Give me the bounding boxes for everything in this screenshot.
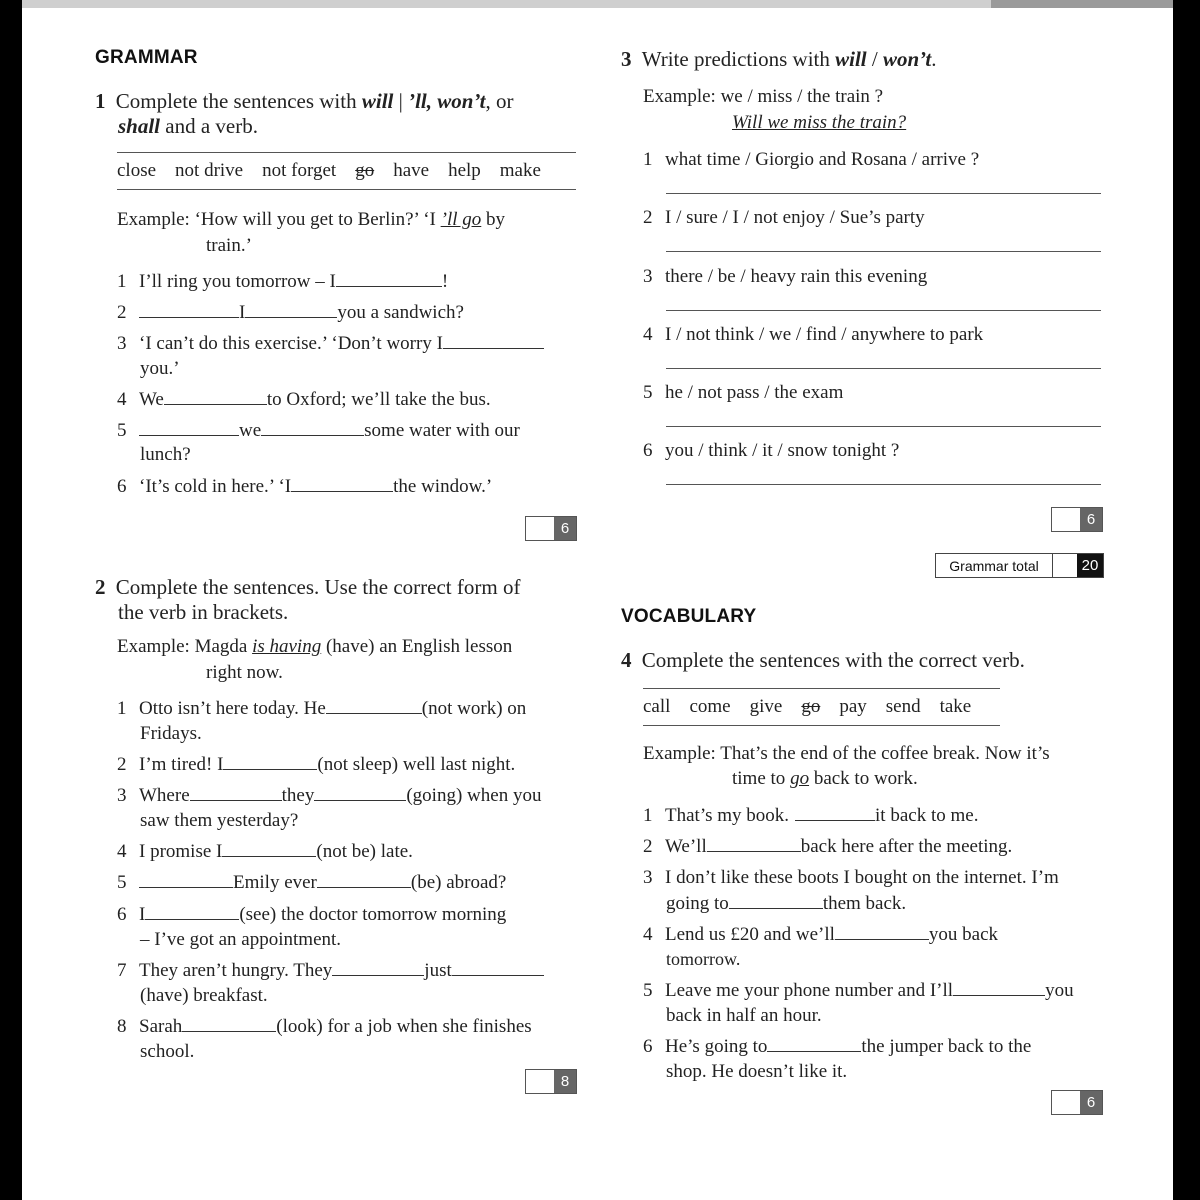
q3-title-sep: / bbox=[866, 47, 883, 71]
q1-word: not forget bbox=[262, 160, 337, 181]
q1-word: have bbox=[393, 160, 430, 181]
item-number: 6 bbox=[643, 440, 653, 461]
q3-example bbox=[643, 84, 883, 109]
q1-item-3-cont: you.’ bbox=[140, 358, 180, 379]
example-text: time to bbox=[732, 768, 791, 789]
answer-blank[interactable] bbox=[223, 754, 317, 770]
item-text: just bbox=[424, 960, 452, 981]
answer-blank[interactable] bbox=[291, 476, 393, 492]
q1-score-box bbox=[525, 516, 577, 541]
q2-title bbox=[95, 575, 575, 625]
example-label: Example: bbox=[117, 636, 190, 657]
answer-blank[interactable] bbox=[314, 785, 406, 801]
item-text: the window.’ bbox=[393, 476, 493, 497]
item-number: 5 bbox=[117, 420, 127, 441]
q1-word-struck: go bbox=[355, 160, 375, 181]
q1-item-1 bbox=[117, 269, 448, 294]
q4-example bbox=[643, 741, 1050, 766]
top-bar-accent bbox=[991, 0, 1173, 8]
answer-blank[interactable] bbox=[767, 1036, 861, 1052]
item-text: going to bbox=[666, 893, 729, 914]
example-text: Magda bbox=[194, 636, 253, 657]
grammar-total-input[interactable] bbox=[1053, 554, 1077, 577]
item-number: 5 bbox=[643, 980, 653, 1001]
item-text: I’m tired! I bbox=[139, 754, 224, 775]
example-text: That’s the end of the coffee break. Now it’s bbox=[720, 743, 1050, 764]
item-number: 1 bbox=[117, 271, 127, 292]
q3-item-6 bbox=[643, 438, 899, 463]
example-text: we / miss / the train ? bbox=[720, 86, 884, 107]
q4-item-2 bbox=[643, 834, 1012, 859]
q4-word: give bbox=[749, 696, 783, 717]
q3-title-wont: won’t bbox=[882, 47, 932, 71]
answer-blank[interactable] bbox=[707, 836, 801, 852]
q2-item-7 bbox=[117, 958, 544, 983]
answer-blank[interactable] bbox=[452, 960, 544, 976]
answer-blank[interactable] bbox=[326, 698, 422, 714]
answer-blank[interactable] bbox=[139, 872, 233, 888]
item-number: 7 bbox=[117, 960, 127, 981]
item-number: 1 bbox=[117, 698, 127, 719]
q1-title-wont: ’ll, won’t bbox=[408, 89, 486, 113]
answer-blank[interactable] bbox=[245, 302, 337, 318]
item-text: you / think / it / snow tonight ? bbox=[665, 440, 900, 461]
item-number: 1 bbox=[643, 805, 653, 826]
q4-example-cont bbox=[732, 766, 918, 791]
q4-item-4 bbox=[643, 922, 998, 947]
item-text: you bbox=[1045, 980, 1074, 1001]
q2-example bbox=[117, 634, 512, 659]
item-number: 3 bbox=[117, 333, 127, 354]
q2-item-5 bbox=[117, 870, 506, 895]
q3-number: 3 bbox=[621, 47, 632, 71]
q1-item-3 bbox=[117, 331, 544, 356]
q1-item-2 bbox=[117, 300, 464, 325]
q2-item-2 bbox=[117, 752, 515, 777]
item-number: 2 bbox=[643, 207, 653, 228]
score-max: 6 bbox=[554, 517, 576, 540]
answer-blank[interactable] bbox=[164, 389, 267, 405]
q1-title bbox=[95, 89, 565, 139]
item-text: Emily ever bbox=[233, 872, 317, 893]
item-text: We bbox=[139, 389, 164, 410]
score-max: 6 bbox=[1080, 508, 1102, 531]
q2-item-8-cont: school. bbox=[140, 1041, 195, 1062]
item-number: 8 bbox=[117, 1016, 127, 1037]
answer-blank[interactable] bbox=[190, 785, 282, 801]
q1-title-shall: shall bbox=[118, 114, 161, 138]
q4-word: call bbox=[643, 696, 671, 717]
q3-item-3 bbox=[643, 264, 927, 289]
item-text: I / not think / we / find / anywhere to park bbox=[665, 324, 984, 345]
answer-blank[interactable] bbox=[953, 980, 1045, 996]
item-number: 1 bbox=[643, 149, 653, 170]
q4-item-3-cont bbox=[666, 891, 906, 916]
item-text: there / be / heavy rain this evening bbox=[665, 266, 928, 287]
score-max: 6 bbox=[1080, 1091, 1102, 1114]
item-text: what time / Giorgio and Rosana / arrive ? bbox=[665, 149, 980, 170]
q1-word: close bbox=[117, 160, 157, 181]
item-text: (not sleep) well last night. bbox=[317, 754, 516, 775]
item-number: 4 bbox=[117, 389, 127, 410]
item-number: 5 bbox=[643, 382, 653, 403]
item-text: I / sure / I / not enjoy / Sue’s party bbox=[665, 207, 925, 228]
item-number: 4 bbox=[117, 841, 127, 862]
item-text: Lend us £20 and we’ll bbox=[665, 924, 835, 945]
q3-title-text: Write predictions with bbox=[641, 47, 836, 71]
q1-title-text: Complete the sentences with bbox=[115, 89, 362, 113]
q3-title-will: will bbox=[835, 47, 867, 71]
q2-item-1 bbox=[117, 696, 526, 721]
answer-blank[interactable] bbox=[317, 872, 411, 888]
q1-title-or: , or bbox=[485, 89, 514, 113]
answer-blank[interactable] bbox=[795, 805, 875, 821]
q1-word: help bbox=[448, 160, 481, 181]
q3-answer-line-3[interactable] bbox=[666, 310, 1101, 311]
item-text: (not be) late. bbox=[316, 841, 413, 862]
grammar-total-value: 20 bbox=[1077, 554, 1103, 577]
q3-item-2 bbox=[643, 205, 925, 230]
q2-item-3-cont: saw them yesterday? bbox=[140, 810, 299, 831]
score-input[interactable] bbox=[1052, 1091, 1080, 1114]
q1-title-sep: | bbox=[393, 89, 409, 113]
q2-item-8 bbox=[117, 1014, 532, 1039]
item-text: them back. bbox=[822, 893, 907, 914]
grammar-total-box bbox=[935, 553, 1104, 578]
answer-blank[interactable] bbox=[145, 904, 239, 920]
item-number: 4 bbox=[643, 924, 653, 945]
q1-word-box bbox=[117, 152, 576, 190]
item-text: Leave me your phone number and I’ll bbox=[665, 980, 954, 1001]
item-text: ! bbox=[441, 271, 449, 292]
answer-blank[interactable] bbox=[332, 960, 424, 976]
score-input[interactable] bbox=[1052, 508, 1080, 531]
q2-number: 2 bbox=[95, 575, 106, 599]
q4-item-5 bbox=[643, 978, 1074, 1003]
q4-item-6 bbox=[643, 1034, 1031, 1059]
q3-item-5 bbox=[643, 380, 843, 405]
example-text: back to work. bbox=[809, 768, 918, 789]
example-text: ‘How will you get to Berlin?’ ‘I bbox=[194, 209, 441, 230]
item-number: 6 bbox=[117, 904, 127, 925]
q1-title-end: and a verb. bbox=[160, 114, 258, 138]
example-text: (have) an English lesson bbox=[321, 636, 513, 657]
item-text: he / not pass / the exam bbox=[665, 382, 844, 403]
answer-blank[interactable] bbox=[182, 1016, 276, 1032]
q1-word: not drive bbox=[175, 160, 244, 181]
example-answer: is having bbox=[252, 636, 322, 657]
item-text: (see) the doctor tomorrow morning bbox=[239, 904, 507, 925]
item-number: 5 bbox=[117, 872, 127, 893]
q4-word: take bbox=[939, 696, 972, 717]
answer-blank[interactable] bbox=[139, 420, 239, 436]
item-text: Sarah bbox=[139, 1016, 183, 1037]
item-text: it back to me. bbox=[875, 805, 979, 826]
item-text: They aren’t hungry. They bbox=[139, 960, 333, 981]
item-text: the jumper back to the bbox=[861, 1036, 1032, 1057]
q1-item-6 bbox=[117, 474, 492, 499]
q4-word: send bbox=[885, 696, 921, 717]
q4-number: 4 bbox=[621, 648, 632, 672]
answer-blank[interactable] bbox=[261, 420, 364, 436]
item-number: 6 bbox=[643, 1036, 653, 1057]
item-text: That’s my book. bbox=[665, 805, 790, 826]
item-text: He’s going to bbox=[665, 1036, 768, 1057]
answer-blank[interactable] bbox=[222, 841, 316, 857]
item-text: (going) when you bbox=[406, 785, 542, 806]
vocabulary-heading: VOCABULARY bbox=[621, 606, 757, 627]
q2-example-cont: right now. bbox=[206, 662, 283, 683]
q4-item-4-cont: tomorrow. bbox=[666, 949, 741, 969]
q1-number: 1 bbox=[95, 89, 106, 113]
q4-item-3 bbox=[643, 865, 1059, 890]
q3-example-answer: Will we miss the train? bbox=[732, 112, 907, 133]
item-number: 3 bbox=[643, 266, 653, 287]
example-answer: go bbox=[790, 768, 810, 789]
item-text: (not work) on bbox=[421, 698, 527, 719]
grammar-heading: GRAMMAR bbox=[95, 47, 198, 68]
item-number: 2 bbox=[117, 302, 127, 323]
item-number: 3 bbox=[117, 785, 127, 806]
item-text: you a sandwich? bbox=[337, 302, 464, 323]
item-number: 6 bbox=[117, 476, 127, 497]
q4-item-5-cont: back in half an hour. bbox=[666, 1005, 822, 1026]
item-number: 4 bbox=[643, 324, 653, 345]
q3-item-1 bbox=[643, 147, 979, 172]
item-text: Otto isn’t here today. He bbox=[139, 698, 326, 719]
item-text: ‘It’s cold in here.’ ‘I bbox=[139, 476, 292, 497]
answer-blank[interactable] bbox=[443, 333, 544, 349]
score-max: 8 bbox=[554, 1070, 576, 1093]
q4-item-1 bbox=[643, 803, 978, 828]
grammar-total-label: Grammar total bbox=[936, 554, 1053, 577]
q2-item-6 bbox=[117, 902, 506, 927]
item-number: 3 bbox=[643, 867, 653, 888]
q3-title bbox=[621, 47, 936, 72]
q2-item-1-cont: Fridays. bbox=[140, 723, 202, 744]
q4-title bbox=[621, 648, 1025, 673]
q3-answer-line-1[interactable] bbox=[666, 193, 1101, 194]
q4-word-struck: go bbox=[801, 696, 821, 717]
q4-title-text: Complete the sentences with the correct verb. bbox=[641, 648, 1025, 672]
score-input[interactable] bbox=[526, 517, 554, 540]
q3-score-box bbox=[1051, 507, 1103, 532]
q2-title-text: the verb in brackets. bbox=[118, 600, 289, 624]
item-number: 2 bbox=[117, 754, 127, 775]
item-number: 2 bbox=[643, 836, 653, 857]
q4-word: come bbox=[689, 696, 731, 717]
example-label: Example: bbox=[643, 86, 716, 107]
example-label: Example: bbox=[643, 743, 716, 764]
q2-item-7-cont: (have) breakfast. bbox=[140, 985, 268, 1006]
example-text: by bbox=[481, 209, 506, 230]
item-text: I don’t like these boots I bought on the internet. I’m bbox=[665, 867, 1059, 888]
item-text: (be) abroad? bbox=[410, 872, 507, 893]
q2-item-3 bbox=[117, 783, 541, 808]
q1-item-5-cont: lunch? bbox=[140, 444, 191, 465]
q3-answer-line-2[interactable] bbox=[666, 251, 1101, 252]
q4-word-box bbox=[643, 688, 1000, 726]
item-text: ‘I can’t do this exercise.’ ‘Don’t worry I bbox=[139, 333, 443, 354]
item-text: Where bbox=[139, 785, 190, 806]
q2-score-box bbox=[525, 1069, 577, 1094]
answer-blank[interactable] bbox=[729, 893, 823, 909]
item-text: I bbox=[239, 302, 246, 323]
q4-word: pay bbox=[839, 696, 867, 717]
item-text: they bbox=[281, 785, 315, 806]
q4-item-6-cont: shop. He doesn’t like it. bbox=[666, 1061, 848, 1082]
item-text: to Oxford; we’ll take the bus. bbox=[266, 389, 491, 410]
q3-item-4 bbox=[643, 322, 983, 347]
q1-item-5 bbox=[117, 418, 520, 443]
worksheet-page bbox=[22, 0, 1173, 1200]
example-label: Example: bbox=[117, 209, 190, 230]
q3-answer-line-5[interactable] bbox=[666, 426, 1101, 427]
q1-title-will: will bbox=[361, 89, 394, 113]
item-text: I bbox=[139, 904, 146, 925]
q1-word: make bbox=[499, 160, 541, 181]
answer-blank[interactable] bbox=[139, 302, 239, 318]
item-text: (look) for a job when she finishes bbox=[276, 1016, 532, 1037]
item-text: I promise I bbox=[139, 841, 223, 862]
q3-answer-line-6[interactable] bbox=[666, 484, 1101, 485]
q2-item-4 bbox=[117, 839, 413, 864]
q1-example-cont: train.’ bbox=[206, 235, 252, 256]
item-text: some water with our bbox=[364, 420, 520, 441]
q2-item-6-cont: – I’ve got an appointment. bbox=[140, 929, 342, 950]
score-input[interactable] bbox=[526, 1070, 554, 1093]
answer-blank[interactable] bbox=[336, 271, 442, 287]
item-text: you back bbox=[928, 924, 999, 945]
q2-title-text: Complete the sentences. Use the correct form of bbox=[115, 575, 521, 599]
item-text: I’ll ring you tomorrow – I bbox=[139, 271, 336, 292]
q1-item-4 bbox=[117, 387, 491, 412]
example-answer: ’ll go bbox=[440, 209, 482, 230]
item-text: we bbox=[239, 420, 262, 441]
answer-blank[interactable] bbox=[835, 924, 929, 940]
item-text: back here after the meeting. bbox=[800, 836, 1013, 857]
q4-score-box bbox=[1051, 1090, 1103, 1115]
q1-example bbox=[117, 207, 505, 232]
q3-title-end: . bbox=[931, 47, 937, 71]
item-text: We’ll bbox=[665, 836, 707, 857]
q3-answer-line-4[interactable] bbox=[666, 368, 1101, 369]
